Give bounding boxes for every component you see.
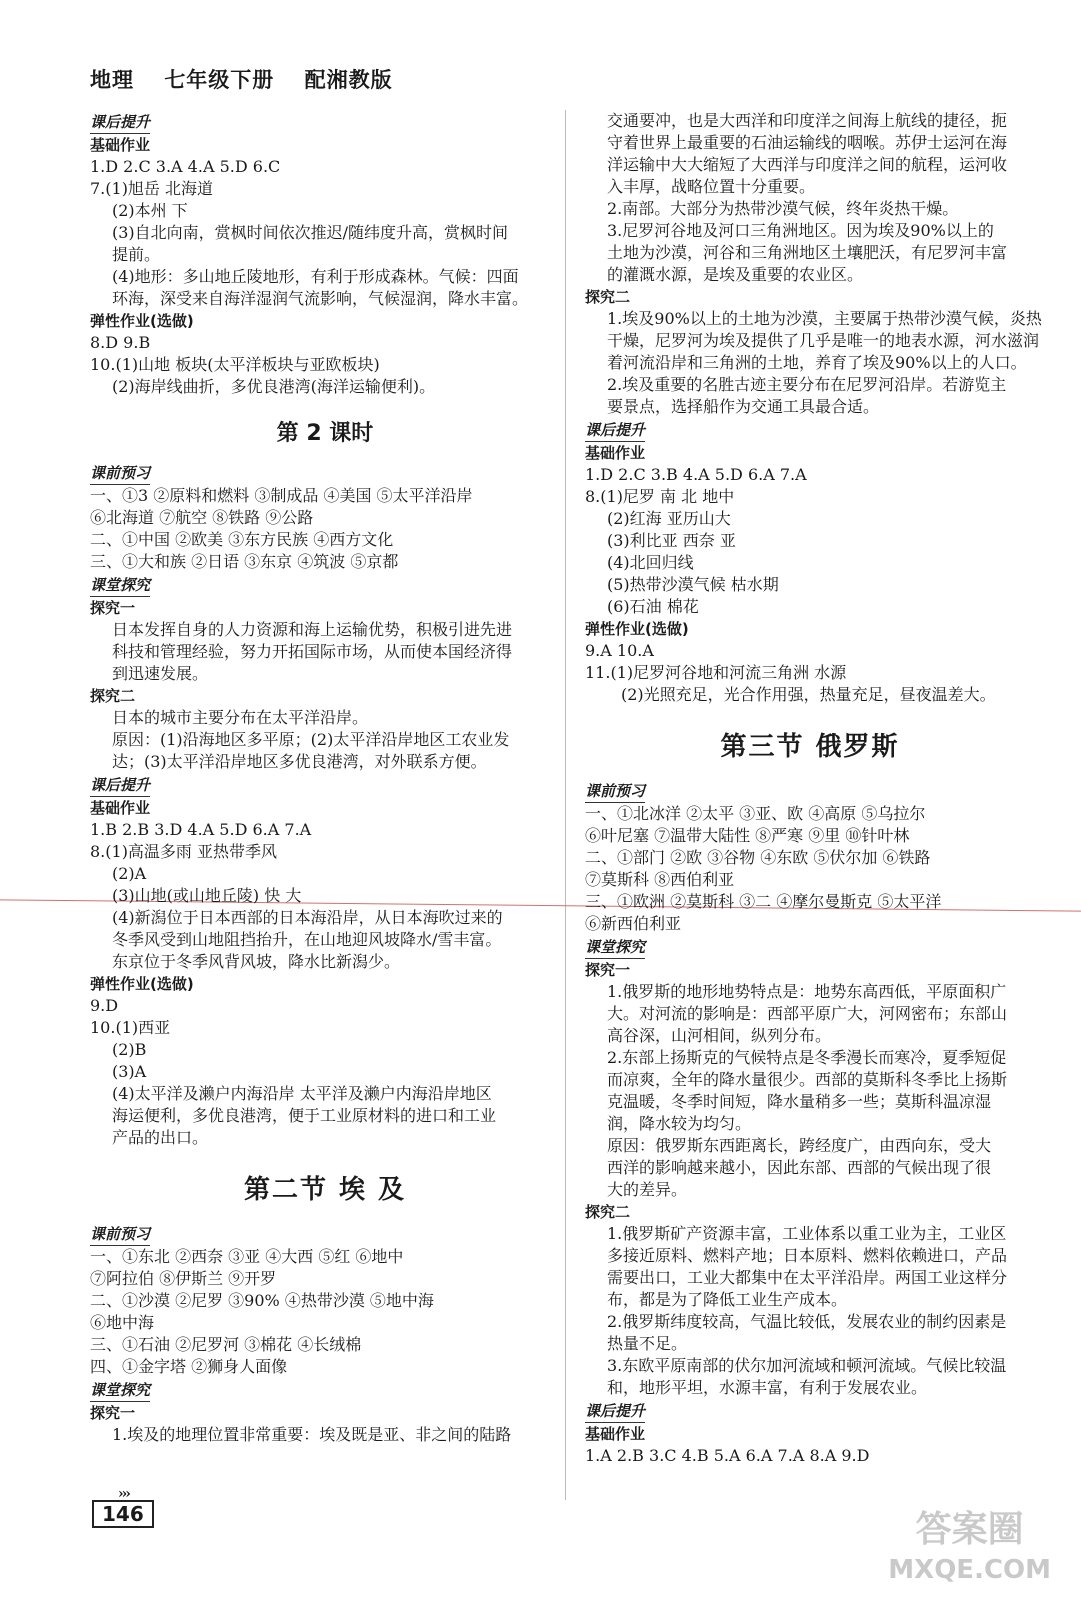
text-line: 要景点，选择船作为交通工具最合适。 [607,397,880,416]
text-line: 二、①部门 ②欧 ③谷物 ④东欧 ⑤伏尔加 ⑥铁路 [585,848,931,867]
page-number: 146 [92,1500,154,1528]
text-line: 二、①中国 ②欧美 ③东方民族 ④西方文化 [90,530,394,549]
text-line: 7.(1)旭岳 北海道 [90,179,214,198]
text-line: 日本的城市主要分布在太平洋沿岸。 [112,708,369,727]
section-tag: 课前预习 [585,781,645,803]
text-line: 东京位于冬季风背风坡，降水比新潟少。 [112,952,401,971]
subheading: 探究二 [90,687,136,705]
subheading: 探究一 [585,961,631,979]
text-line: 热量不足。 [607,1334,688,1353]
text-line: 润，降水较为均匀。 [607,1114,752,1133]
text-line: (3)山地(或山地丘陵) 快 大 [112,886,302,905]
text-line: 9.D [90,996,119,1015]
text-line: 11.(1)尼罗河谷地和河流三角洲 水源 [585,663,847,682]
text-line: 10.(1)山地 板块(太平洋板块与亚欧板块) [90,355,380,374]
text-line: 1.俄罗斯矿产资源丰富，工业体系以重工业为主，工业区 [607,1224,1007,1243]
text-line: 9.A 10.A [585,641,654,660]
text-line: (4)地形：多山地丘陵地形，有利于形成森林。气候：四面 [112,267,519,286]
text-line: 环海，深受来自海洋湿润气流影响，气候湿润，降水丰富。 [112,289,529,308]
text-line: 干燥，尼罗河为埃及提供了几乎是唯一的地表水源，河水滋润 [607,331,1040,350]
text-line: 三、①石油 ②尼罗河 ③棉花 ④长绒棉 [90,1335,362,1354]
text-line: (4)北回归线 [607,553,694,572]
text-line: 1.D 2.C 3.B 4.A 5.D 6.A 7.A [585,465,807,484]
text-line: 产品的出口。 [112,1128,209,1147]
text-line: 一、①东北 ②西奈 ③亚 ④大西 ⑤红 ⑥地中 [90,1247,404,1266]
header-edition: 配湘教版 [304,68,393,92]
text-line: 2.埃及重要的名胜古迹主要分布在尼罗河沿岸。若游览主 [607,375,1007,394]
text-line: (4)新潟位于日本西部的日本海沿岸，从日本海吹过来的 [112,908,503,927]
text-line: 8.(1)高温多雨 亚热带季风 [90,842,278,861]
subheading: 弹性作业(选做) [90,975,194,993]
text-line: 二、①沙漠 ②尼罗 ③90% ④热带沙漠 ⑤地中海 [90,1291,434,1310]
subheading: 基础作业 [90,136,151,154]
text-line: 3.尼罗河谷地及河口三角洲地区。因为埃及90%以上的 [607,221,994,240]
text-line: (3)自北向南，赏枫时间依次推迟/随纬度升高，赏枫时间 [112,223,509,242]
section-tag: 课后提升 [90,112,150,134]
running-header [90,64,415,94]
arrow-decoration-icon: ››› [118,1486,129,1502]
text-line: 1.埃及的地理位置非常重要：埃及既是亚、非之间的陆路 [112,1425,512,1444]
lesson-title: 第 2 课时 [276,421,374,446]
section-tag: 课后提升 [585,420,645,442]
text-line: 1.埃及90%以上的土地为沙漠，主要属于热带沙漠气候，炎热 [607,309,1042,328]
text-line: 2.东部上扬斯克的气候特点是冬季漫长而寒冷，夏季短促 [607,1048,1007,1067]
text-line: (2)红海 亚历山大 [607,509,731,528]
subheading: 探究一 [90,1404,136,1422]
section-tag: 课后提升 [90,775,150,797]
text-line: (2)B [112,1040,147,1059]
text-line: 土地为沙漠，河谷和三角洲地区土壤肥沃，有尼罗河丰富 [607,243,1008,262]
subheading: 基础作业 [585,1425,646,1443]
text-line: 的灌溉水源，是埃及重要的农业区。 [607,265,864,284]
text-line: 而凉爽，全年的降水量很少。西部的莫斯科冬季比上扬斯 [607,1070,1008,1089]
text-line: 2.南部。大部分为热带沙漠气候，终年炎热干燥。 [607,199,959,218]
text-line: ⑦莫斯科 ⑧西伯利亚 [585,870,735,889]
text-line: 克温暖，冬季时间短，降水量稍多一些；莫斯科温凉湿 [607,1092,992,1111]
text-line: (5)热带沙漠气候 枯水期 [607,575,779,594]
subheading: 弹性作业(选做) [585,620,689,638]
text-line: ⑥北海道 ⑦航空 ⑧铁路 ⑨公路 [90,508,314,527]
text-line: 8.D 9.B [90,333,151,352]
text-line: 四、①金字塔 ②狮身人面像 [90,1357,288,1376]
text-line: (2)光照充足，光合作用强，热量充足，昼夜温差大。 [621,685,996,704]
section-tag: 课后提升 [585,1401,645,1423]
subheading: 基础作业 [585,444,646,462]
text-line: 一、①北冰洋 ②太平 ③亚、欧 ④高原 ⑤乌拉尔 [585,804,926,823]
text-line: 1.D 2.C 3.A 4.A 5.D 6.C [90,157,281,176]
header-grade: 七年级下册 [164,68,275,92]
text-line: 守着世界上最重要的石油运输线的咽喉。苏伊士运河在海 [607,133,1008,152]
text-line: (3)A [112,1062,147,1081]
text-line: 提前。 [112,245,161,264]
text-line: 大的差异。 [607,1180,688,1199]
text-line: 三、①欧洲 ②莫斯科 ③二 ④摩尔曼斯克 ⑤太平洋 [585,892,942,911]
text-line: 西洋的影响越来越小，因此东部、西部的气候出现了很 [607,1158,992,1177]
text-line: 高谷深，山河相间，纵列分布。 [607,1026,832,1045]
text-line: 1.B 2.B 3.D 4.A 5.D 6.A 7.A [90,820,312,839]
subheading: 弹性作业(选做) [90,312,194,330]
text-line: 海运便利，多优良港湾，便于工业原材料的进口和工业 [112,1106,497,1125]
subheading: 基础作业 [90,799,151,817]
right-column [585,110,1042,1467]
text-line: (4)太平洋及濑户内海沿岸 太平洋及濑户内海沿岸地区 [112,1084,492,1103]
text-line: (6)石油 棉花 [607,597,699,616]
text-line: 到迅速发展。 [112,664,209,683]
text-line: 1.俄罗斯的地形地势特点是：地势东高西低，平原面积广 [607,982,1007,1001]
section-title: 第二节 埃 及 [243,1175,407,1205]
watermark-text-bottom: MXQE.COM [888,1555,1051,1585]
section-tag: 课堂探究 [90,575,150,597]
left-column [90,110,560,1446]
subheading: 探究一 [90,599,136,617]
text-line: (3)利比亚 西奈 亚 [607,531,736,550]
text-line: 日本发挥自身的人力资源和海上运输优势，积极引进先进 [112,620,513,639]
text-line: 三、①大和族 ②日语 ③东京 ④筑波 ⑤京都 [90,552,399,571]
text-line: 需要出口，工业大都集中在太平洋沿岸。两国工业这样分 [607,1268,1008,1287]
text-line: 大。对河流的影响是：西部平原广大，河网密布；东部山 [607,1004,1008,1023]
text-line: 和，地形平坦，水源丰富，有利于发展农业。 [607,1378,928,1397]
text-line: ⑥新西伯利亚 [585,914,682,933]
section-tag: 课前预习 [90,463,150,485]
text-line: 布，都是为了降低工业生产成本。 [607,1290,848,1309]
text-line: 着河流沿岸和三角洲的土地，养育了埃及90%以上的人口。 [607,353,1027,372]
text-line: 3.东欧平原南部的伏尔加河流域和顿河流域。气候比较温 [607,1356,1007,1375]
text-line: 原因：(1)沿海地区多平原；(2)太平洋沿岸地区工农业发 [112,730,510,749]
column-divider [565,110,566,1500]
text-line: 洋运输中大大缩短了大西洋与印度洋之间的航程，运河收 [607,155,1008,174]
text-line: 科技和管理经验，努力开拓国际市场，从而使本国经济得 [112,642,513,661]
text-line: 原因：俄罗斯东西距离长，跨经度广，由西向东，受大 [607,1136,992,1155]
header-subject: 地理 [90,68,134,92]
text-line: (2)海岸线曲折，多优良港湾(海洋运输便利)。 [112,377,436,396]
text-line: 交通要冲，也是大西洋和印度洋之间海上航线的捷径，扼 [607,111,1008,130]
subheading: 探究二 [585,288,631,306]
text-line: 达；(3)太平洋沿岸地区多优良港湾，对外联系方便。 [112,752,487,771]
text-line: 一、①3 ②原料和燃料 ③制成品 ④美国 ⑤太平洋沿岸 [90,486,473,505]
section-tag: 课堂探究 [90,1380,150,1402]
text-line: 入丰厚，战略位置十分重要。 [607,177,816,196]
text-line: (2)本州 下 [112,201,188,220]
text-line: 10.(1)西亚 [90,1018,171,1037]
text-line: 多接近原料、燃料产地；日本原料、燃料依赖进口，产品 [607,1246,1008,1265]
subheading: 探究二 [585,1203,631,1221]
text-line: ⑥地中海 [90,1313,155,1332]
watermark-text-top: 答案圈 [915,1509,1024,1550]
text-line: (2)A [112,864,147,883]
text-line: 冬季风受到山地阻挡抬升，在山地迎风坡降水/雪丰富。 [112,930,502,949]
watermark-logo [888,1510,1051,1590]
section-tag: 课前预习 [90,1224,150,1246]
text-line: ⑥叶尼塞 ⑦温带大陆性 ⑧严寒 ⑨里 ⑩针叶林 [585,826,910,845]
text-line: ⑦阿拉伯 ⑧伊斯兰 ⑨开罗 [90,1269,277,1288]
text-line: 8.(1)尼罗 南 北 地中 [585,487,735,506]
text-line: 1.A 2.B 3.C 4.B 5.A 6.A 7.A 8.A 9.D [585,1446,870,1465]
section-tag: 课堂探究 [585,937,645,959]
section-title: 第三节 俄罗斯 [720,732,900,762]
text-line: 2.俄罗斯纬度较高，气温比较低，发展农业的制约因素是 [607,1312,1007,1331]
